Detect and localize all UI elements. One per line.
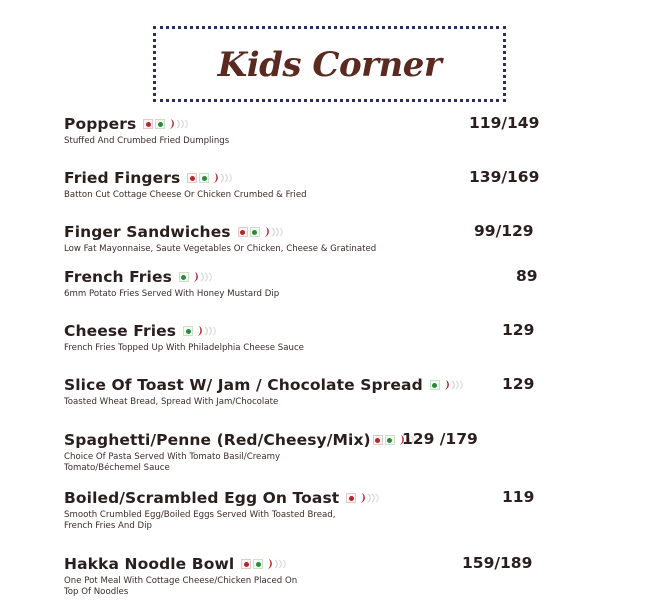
veg-indicator-icon xyxy=(155,119,165,129)
item-description-line-2: Top Of Noodles xyxy=(64,587,129,597)
item-icons xyxy=(241,558,288,570)
item-price: 119/149 xyxy=(469,114,540,132)
item-name: Slice Of Toast W/ Jam / Chocolate Spread xyxy=(64,376,423,394)
non-veg-indicator-icon xyxy=(187,173,197,183)
item-name: Spaghetti/Penne (Red/Cheesy/Mix) xyxy=(64,431,371,449)
chilli-spice-level-icon xyxy=(192,271,214,283)
item-description: Batton Cut Cottage Cheese Or Chicken Crumbed & Fried xyxy=(64,190,307,200)
veg-indicator-icon xyxy=(183,326,193,336)
item-name: French Fries xyxy=(64,268,172,286)
item-description: Choice Of Pasta Served With Tomato Basil/Creamy xyxy=(64,452,281,462)
item-description-line-2: French Fries And Dip xyxy=(64,521,153,531)
chilli-spice-level-icon xyxy=(359,492,381,504)
chilli-spice-level-icon xyxy=(196,325,218,337)
section-title: Kids Corner xyxy=(217,45,442,85)
menu-item xyxy=(64,430,544,474)
menu-item xyxy=(64,321,544,354)
chilli-spice-level-icon xyxy=(266,558,288,570)
menu-item xyxy=(64,488,544,532)
item-description: Stuffed And Crumbed Fried Dumplings xyxy=(64,136,230,146)
item-price: 139/169 xyxy=(469,168,540,186)
menu-item xyxy=(64,114,544,147)
item-price: 129 xyxy=(502,375,535,393)
item-icons xyxy=(143,118,190,130)
veg-indicator-icon xyxy=(250,227,260,237)
item-icons xyxy=(183,325,218,337)
non-veg-indicator-icon xyxy=(373,435,383,445)
item-name: Finger Sandwiches xyxy=(64,223,231,241)
item-description: Low Fat Mayonnaise, Saute Vegetables Or Chicken, Cheese & Gratinated xyxy=(64,244,377,254)
menu-item xyxy=(64,222,544,255)
item-name: Poppers xyxy=(64,115,137,133)
item-name: Boiled/Scrambled Egg On Toast xyxy=(64,489,340,507)
menu-item xyxy=(64,267,544,300)
item-description: Smooth Crumbled Egg/Boiled Eggs Served With Toasted Bread, xyxy=(64,510,336,520)
item-icons xyxy=(430,379,465,391)
menu-item xyxy=(64,375,544,408)
item-price: 99/129 xyxy=(474,222,534,240)
item-price: 129 xyxy=(502,321,535,339)
item-name: Cheese Fries xyxy=(64,322,177,340)
item-icons xyxy=(187,172,234,184)
item-price: 89 xyxy=(516,267,538,285)
item-description: French Fries Topped Up With Philadelphia Cheese Sauce xyxy=(64,343,304,353)
item-description: One Pot Meal With Cottage Cheese/Chicken Placed On xyxy=(64,576,298,586)
non-veg-indicator-icon xyxy=(241,559,251,569)
item-description: 6mm Potato Fries Served With Honey Mustard Dip xyxy=(64,289,280,299)
veg-indicator-icon xyxy=(430,380,440,390)
chilli-spice-level-icon xyxy=(212,172,234,184)
item-icons xyxy=(346,492,381,504)
chilli-spice-level-icon xyxy=(168,118,190,130)
section-title-box xyxy=(153,26,506,102)
item-price: 159/189 xyxy=(462,554,533,572)
item-name: Fried Fingers xyxy=(64,169,181,187)
non-veg-indicator-icon xyxy=(346,493,356,503)
item-description: Toasted Wheat Bread, Spread With Jam/Chocolate xyxy=(64,397,279,407)
veg-indicator-icon xyxy=(179,272,189,282)
veg-indicator-icon xyxy=(385,435,395,445)
chilli-spice-level-icon xyxy=(263,226,285,238)
item-price: 119 xyxy=(502,488,535,506)
chilli-spice-level-icon xyxy=(443,379,465,391)
item-price: 129 /179 xyxy=(402,430,478,448)
item-icons xyxy=(238,226,285,238)
menu-item xyxy=(64,168,544,201)
veg-indicator-icon xyxy=(253,559,263,569)
item-name: Hakka Noodle Bowl xyxy=(64,555,235,573)
veg-indicator-icon xyxy=(199,173,209,183)
non-veg-indicator-icon xyxy=(238,227,248,237)
non-veg-indicator-icon xyxy=(143,119,153,129)
item-icons xyxy=(179,271,214,283)
item-description-line-2: Tomato/Béchemel Sauce xyxy=(64,463,170,473)
menu-item xyxy=(64,554,544,598)
